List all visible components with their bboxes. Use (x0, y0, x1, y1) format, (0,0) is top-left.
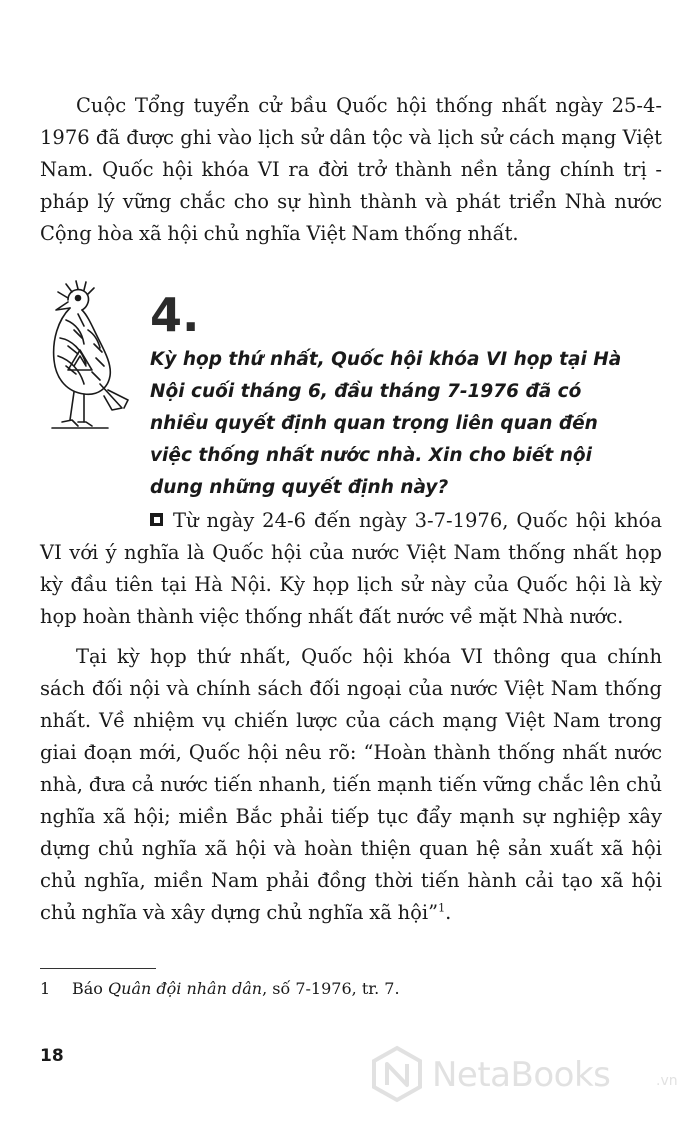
netabooks-logo-icon (368, 1045, 426, 1103)
footnote-divider (40, 968, 156, 969)
answer-paragraph-2-text: Tại kỳ họp thứ nhất, Quốc hội khóa VI thông qua chính sách đối nội và chính sách đối ngoại của nước Việt Nam thống nhất. Về nhiệm vụ chiến lược của cách mạng Việt Nam trong giai đoạn mới, Quốc hội nêu rõ: “Hoàn thành thống nhất nước nhà, đưa cả nước tiến nhanh, tiến mạnh tiến vững chắc lên chủ nghĩa xã hội; miền Bắc phải tiếp tục đẩy mạnh sự nghiệp xây dựng chủ nghĩa xã hội và hoàn thiện quan hệ sản xuất xã hội chủ nghĩa, miền Nam phải đồng thời tiến hành cải tạo xã hội chủ nghĩa và xây dựng chủ nghĩa xã hội” (40, 645, 662, 924)
intro-paragraph: Cuộc Tổng tuyển cử bầu Quốc hội thống nhất ngày 25-4-1976 đã được ghi vào lịch sử dân tộc và lịch sử cách mạng Việt Nam. Quốc hội khóa VI ra đời trở thành nền tảng chính trị - pháp lý vững chắc cho sự hình thành và phát triển Nhà nước Cộng hòa xã hội chủ nghĩa Việt Nam thống nhất. (40, 94, 662, 245)
footnote-mark: 1 (40, 979, 51, 998)
bird-figure-icon (38, 280, 138, 440)
question-text: Kỳ họp thứ nhất, Quốc hội khóa VI họp tại Hà Nội cuối tháng 6, đầu tháng 7-1976 đã có nhiều quyết định quan trọng liên quan đến việc thống nhất nước nhà. Xin cho biết nội dung những quyết định này? (150, 349, 622, 498)
answer-paragraph-1 (40, 505, 662, 633)
watermark-domain: .vn (656, 1073, 678, 1089)
watermark-brand: NetaBooks (432, 1055, 611, 1095)
footnote (40, 978, 400, 1000)
footnote-after: , số 7-1976, tr. 7. (262, 979, 400, 998)
footnote-source-title: Quân đội nhân dân (108, 979, 263, 998)
answer-paragraph-2: Tại kỳ họp thứ nhất, Quốc hội khóa VI thông qua chính sách đối nội và chính sách đối ngoại của nước Việt Nam thống nhất. Về nhiệm vụ chiến lược của cách mạng Việt Nam trong giai đoạn mới, Quốc hội nêu rõ: “Hoàn thành thống nhất nước nhà, đưa cả nước tiến nhanh, tiến mạnh tiến vững chắc lên chủ nghĩa xã hội; miền Bắc phải tiếp tục đẩy mạnh sự nghiệp xây dựng chủ nghĩa xã hội và hoàn thiện quan hệ sản xuất xã hội chủ nghĩa, miền Nam phải đồng thời tiến hành cải tạo xã hội chủ nghĩa và xây dựng chủ nghĩa xã hội”$^1$. (40, 645, 662, 924)
page-number: 18 (40, 1046, 64, 1066)
footnote-before: Báo (72, 979, 109, 998)
answer-bullet-icon (150, 513, 163, 526)
question-number: 4. (150, 288, 200, 342)
footnote-reference: 1 (438, 901, 446, 915)
watermark (368, 1045, 688, 1105)
answer-paragraph-1-text: Từ ngày 24-6 đến ngày 3-7-1976, Quốc hội khóa VI với ý nghĩa là Quốc hội của nước Việt Nam thống nhất họp kỳ đầu tiên tại Hà Nội. Kỳ họp lịch sử này của Quốc hội là kỳ họp hoàn thành việc thống nhất đất nước về mặt Nhà nước. (40, 509, 662, 628)
